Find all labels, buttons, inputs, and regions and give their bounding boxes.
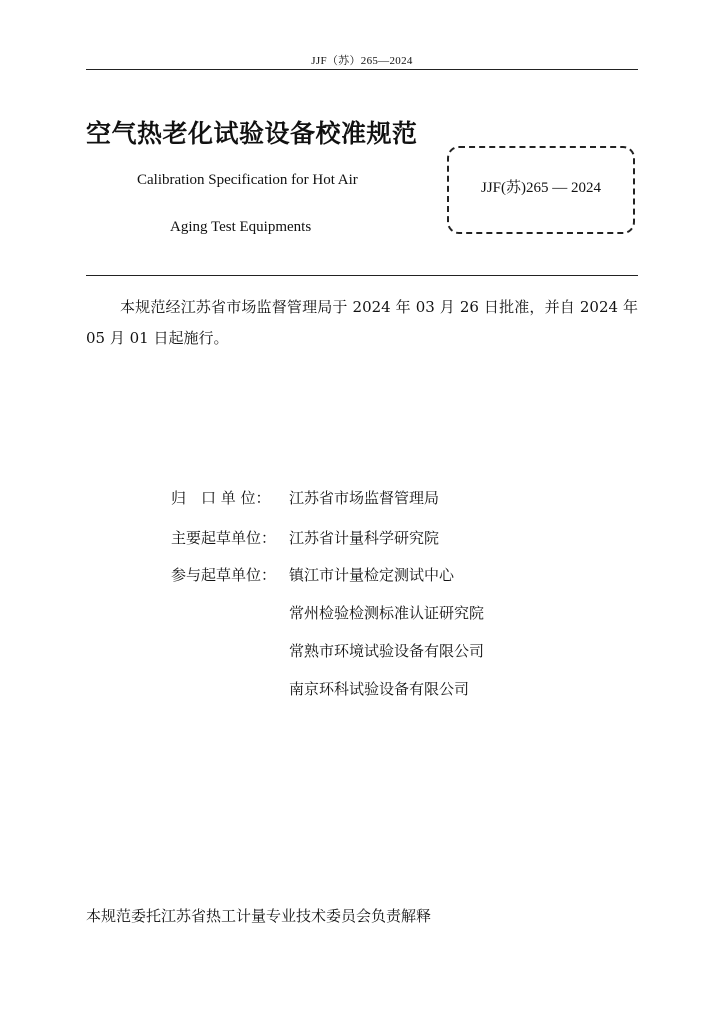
org-participants-label: 参与起草单位： bbox=[171, 566, 277, 584]
org-responsible-row bbox=[171, 487, 439, 509]
header-divider bbox=[86, 69, 638, 70]
title-english-line-2: Aging Test Equipments bbox=[170, 219, 312, 235]
header-standard-code: JJF（苏）265—2024 bbox=[311, 55, 413, 67]
org-main-drafter-value: 江苏省计量科学研究院 bbox=[289, 529, 440, 547]
org-main-drafter-row bbox=[171, 527, 439, 549]
standard-code-box-text: JJF(苏)265 — 2024 bbox=[480, 180, 601, 196]
org-participant-item: 常熟市环境试验设备有限公司 bbox=[289, 642, 485, 660]
org-responsible-label: 归 口 单 位： bbox=[171, 489, 271, 507]
title-english-line-1: Calibration Specification for Hot Air bbox=[137, 172, 358, 188]
org-responsible-value: 江苏省市场监督管理局 bbox=[289, 489, 440, 507]
org-participants-row bbox=[171, 564, 454, 586]
org-participant-item: 南京环科试验设备有限公司 bbox=[289, 680, 470, 698]
org-participant-item: 镇江市计量检定测试中心 bbox=[289, 566, 455, 584]
approval-statement: 本规范经江苏省市场监督管理局于 2024 年 03 月 26 日批准，并自 2024 年 05 月 01 日起施行。 bbox=[86, 298, 638, 347]
org-main-drafter-label: 主要起草单位： bbox=[171, 529, 277, 547]
org-participant-item: 常州检验检测标准认证研究院 bbox=[289, 604, 485, 622]
section-divider bbox=[86, 275, 638, 276]
footer-interpretation-note: 本规范委托江苏省热工计量专业技术委员会负责解释 bbox=[86, 907, 432, 925]
title-chinese: 空气热老化试验设备校准规范 bbox=[86, 119, 418, 148]
